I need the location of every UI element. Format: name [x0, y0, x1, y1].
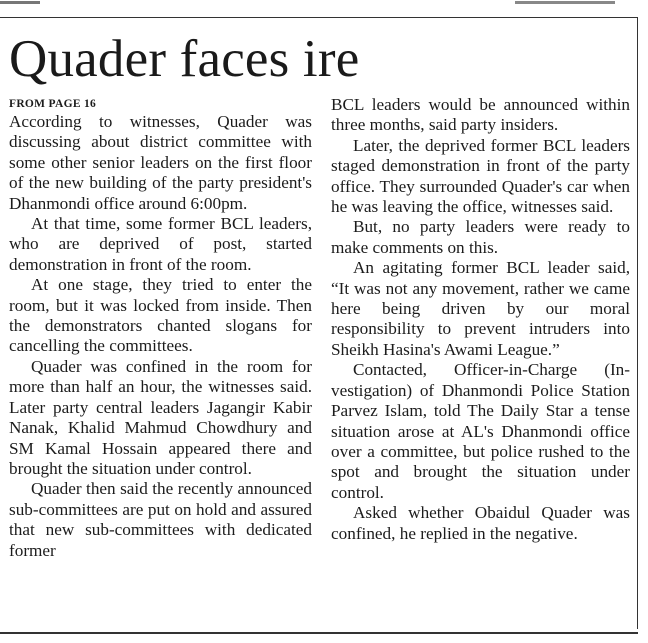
- paragraph: But, no party leaders were ready to make comments on this.: [331, 217, 630, 257]
- bottom-rule: [0, 632, 638, 634]
- right-column: [331, 95, 630, 544]
- jump-kicker: FROM PAGE 16: [9, 98, 97, 110]
- paragraph: At that time, some former BCL leaders, who are deprived of post, started demonstration in front of the room.: [9, 214, 312, 274]
- paragraph: Quader was confined in the room for more than half an hour, the witnesses said. Later party central leaders Jagangir Kabir Nanak, Khalid Mahmud Chowdhury and SM Kamal Hossain appeared there and brought the situation under control.: [9, 356, 312, 478]
- paragraph: According to witnesses, Quader was discussing about district committee with some other senior leaders on the first floor of the new building of the party president's Dhanmondi office around 6:00pm.: [9, 112, 312, 213]
- paragraph: At one stage, they tried to enter the room, but it was locked from inside. Then the demonstrators chanted slogans for cancelling the committees.: [9, 275, 312, 356]
- paragraph: BCL leaders would be announced within three months, said party insiders.: [331, 95, 630, 135]
- clipped-text-fragment-left: [0, 0, 60, 6]
- paragraph: Asked whether Obaidul Quader was confined, he replied in the negative.: [331, 503, 630, 543]
- left-column: [9, 95, 312, 561]
- paragraph: Later, the deprived former BCL leaders staged demonstration in front of the party office. They surrounded Quader's car when he was leaving the office, witnesses said.: [331, 135, 630, 217]
- paragraph: An agitating former BCL leader said, “It was not any movement, rather we came here being driven by our moral responsibility to prevent intruders into Sheikh Hasina's Awami League.”: [331, 258, 630, 359]
- paragraph: Quader then said the recently announced sub-committees are put on hold and assured that new sub-committees with dedicated former: [9, 479, 312, 560]
- clipped-text-fragment-right: [515, 0, 615, 6]
- paragraph: Contacted, Officer-in-Charge (Investigation) of Dhanmondi Police Station Parvez Islam, told The Daily Star a tense situation arose at AL's Dhanmondi office over a committee, but police rushed to the spot and brought the situation under control.: [331, 360, 630, 502]
- headline: Quader faces ire: [9, 30, 360, 88]
